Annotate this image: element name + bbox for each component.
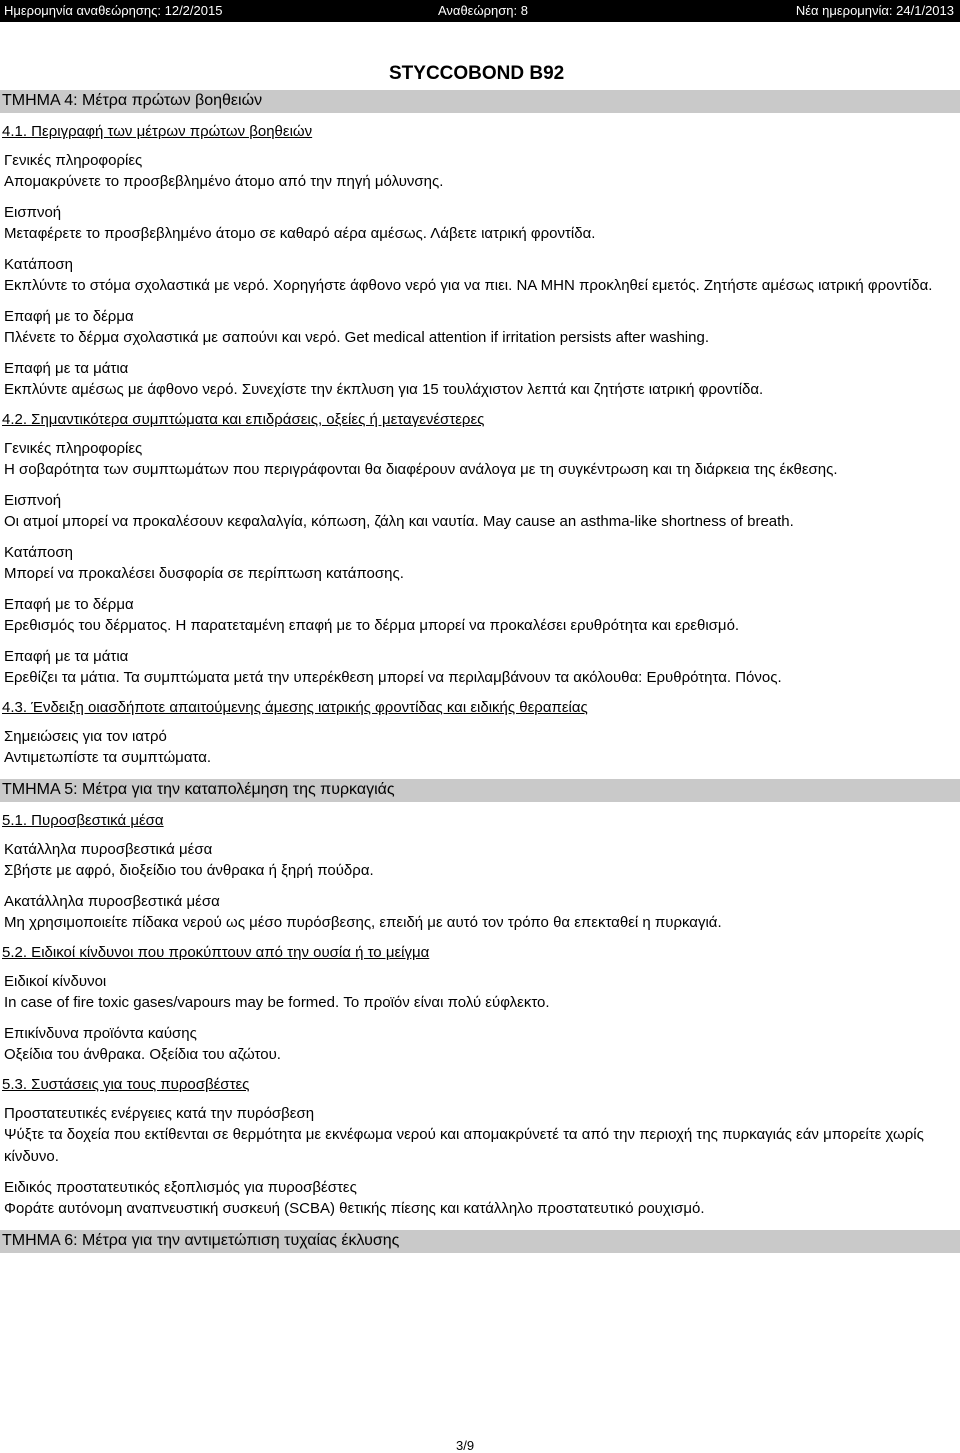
item-text: Σβήστε με αφρό, διοξείδιο του άνθρακα ή ξηρή πούδρα. [4,862,374,879]
item-label: Επαφή με τα μάτια [4,648,129,665]
item-label: Εισπνοή [4,204,62,221]
new-date: Νέα ημερομηνία: 24/1/2013 [795,3,954,18]
item-label: Γενικές πληροφορίες [4,440,143,457]
section-6-title: ΤΜΗΜΑ 6: Μέτρα για την αντιμετώπιση τυχαίας έκλυσης [0,1230,960,1253]
item-text: Ερεθίζει τα μάτια. Τα συμπτώματα μετά την υπερέκθεση μπορεί να περιλαμβάνουν τα ακόλουθα: Ερυθρότητα. Πόνος. [4,669,782,686]
item-text: Εκπλύντε αμέσως με άφθονο νερό. Συνεχίστε την έκπλυση για 15 τουλάχιστον λεπτά και ζητήστε ιατρική φροντίδα. [4,381,764,398]
item-text: Φοράτε αυτόνομη αναπνευστική συσκευή (SCBA) θετικής πίεσης και κατάλληλο προστατευτικό ρουχισμό. [4,1200,705,1217]
page-number: 3/9 [456,1438,475,1453]
item-text: Μη χρησιμοποιείτε πίδακα νερού ως μέσο πυρόσβεσης, επειδή με αυτό τον τρόπο θα επεκταθεί η πυρκαγιά. [4,914,722,931]
item-label: Επαφή με το δέρμα [4,596,134,613]
subsection-5-3-title: 5.3. Συστάσεις για τους πυροσβέστες [2,1076,250,1093]
item-text: Μεταφέρετε το προσβεβλημένο άτομο σε καθαρό αέρα αμέσως. Λάβετε ιατρική φροντίδα. [4,225,596,242]
item-label: Επικίνδυνα προϊόντα καύσης [4,1025,197,1042]
item-text: Οι ατμοί μπορεί να προκαλέσουν κεφαλαλγία, κόπωση, ζάλη και ναυτία. May cause an asthma-like shortness of breath. [4,513,794,530]
item-text: Οξείδια του άνθρακα. Οξείδια του αζώτου. [4,1046,281,1063]
item-label: Ακατάλληλα πυροσβεστικά μέσα [4,893,220,910]
revision-date: Ημερομηνία αναθεώρησης: 12/2/2015 [4,3,223,18]
item-text: Ερεθισμός του δέρματος. Η παρατεταμένη επαφή με το δέρμα μπορεί να προκαλέσει ερυθρότητα και ερεθισμό. [4,617,740,634]
item-label: Κατάποση [4,256,73,273]
item-label: Επαφή με τα μάτια [4,360,129,377]
product-name: STYCCOBOND B92 [389,63,565,84]
revision-number: Αναθεώρηση: 8 [438,3,528,18]
subsection-4-3-title: 4.3. Ένδειξη οιασδήποτε απαιτούμενης άμεσης ιατρικής φροντίδας και ειδικής θεραπείας [2,699,588,716]
item-label: Προστατευτικές ενέργειες κατά την πυρόσβεση [4,1105,315,1122]
subsection-4-1-title: 4.1. Περιγραφή των μέτρων πρώτων βοηθειών [2,123,313,140]
item-label: Κατάλληλα πυροσβεστικά μέσα [4,841,213,858]
document-header [0,0,960,22]
item-label: Επαφή με το δέρμα [4,308,134,325]
section-5-title: ΤΜΗΜΑ 5: Μέτρα για την καταπολέμηση της πυρκαγιάς [0,779,960,802]
item-text: Ψύξτε τα δοχεία που εκτίθενται σε θερμότητα με εκνέφωμα νερού και απομακρύνετέ τα από την περιοχή της πυρκαγιάς εάν μπορείτε χωρίς κίνδυνο. [4,1126,924,1165]
section-4-title: ΤΜΗΜΑ 4: Μέτρα πρώτων βοηθειών [0,90,960,113]
item-text: Η σοβαρότητα των συμπτωμάτων που περιγράφονται θα διαφέρουν ανάλογα με τη συγκέντρωση και τη διάρκεια της έκθεσης. [4,461,838,478]
item-text: In case of fire toxic gases/vapours may be formed. Το προϊόν είναι πολύ εύφλεκτο. [4,994,550,1011]
item-text: Αντιμετωπίστε τα συμπτώματα. [4,749,212,766]
item-label: Εισπνοή [4,492,62,509]
item-text: Εκπλύντε το στόμα σχολαστικά με νερό. Χορηγήστε άφθονο νερό για να πιει. ΝΑ ΜΗΝ προκληθεί εμετός. Ζητήστε αμέσως ιατρική φροντίδα. [4,277,933,294]
item-text: Πλένετε το δέρμα σχολαστικά με σαπούνι και νερό. Get medical attention if irritation persists after washing. [4,329,709,346]
subsection-4-2-title: 4.2. Σημαντικότερα συμπτώματα και επιδράσεις, οξείες ή μεταγενέστερες [2,411,485,428]
item-label: Γενικές πληροφορίες [4,152,143,169]
subsection-5-2-title: 5.2. Ειδικοί κίνδυνοι που προκύπτουν από την ουσία ή το μείγμα [2,944,430,961]
document-body [0,90,960,1263]
item-label: Κατάποση [4,544,73,561]
item-label: Σημειώσεις για τον ιατρό [4,728,167,745]
item-text: Μπορεί να προκαλέσει δυσφορία σε περίπτωση κατάποσης. [4,565,404,582]
subsection-5-1-title: 5.1. Πυροσβεστικά μέσα [2,812,164,829]
item-label: Ειδικοί κίνδυνοι [4,973,107,990]
item-text: Απομακρύνετε το προσβεβλημένο άτομο από την πηγή μόλυνσης. [4,173,444,190]
item-label: Ειδικός προστατευτικός εξοπλισμός για πυροσβέστες [4,1179,357,1196]
